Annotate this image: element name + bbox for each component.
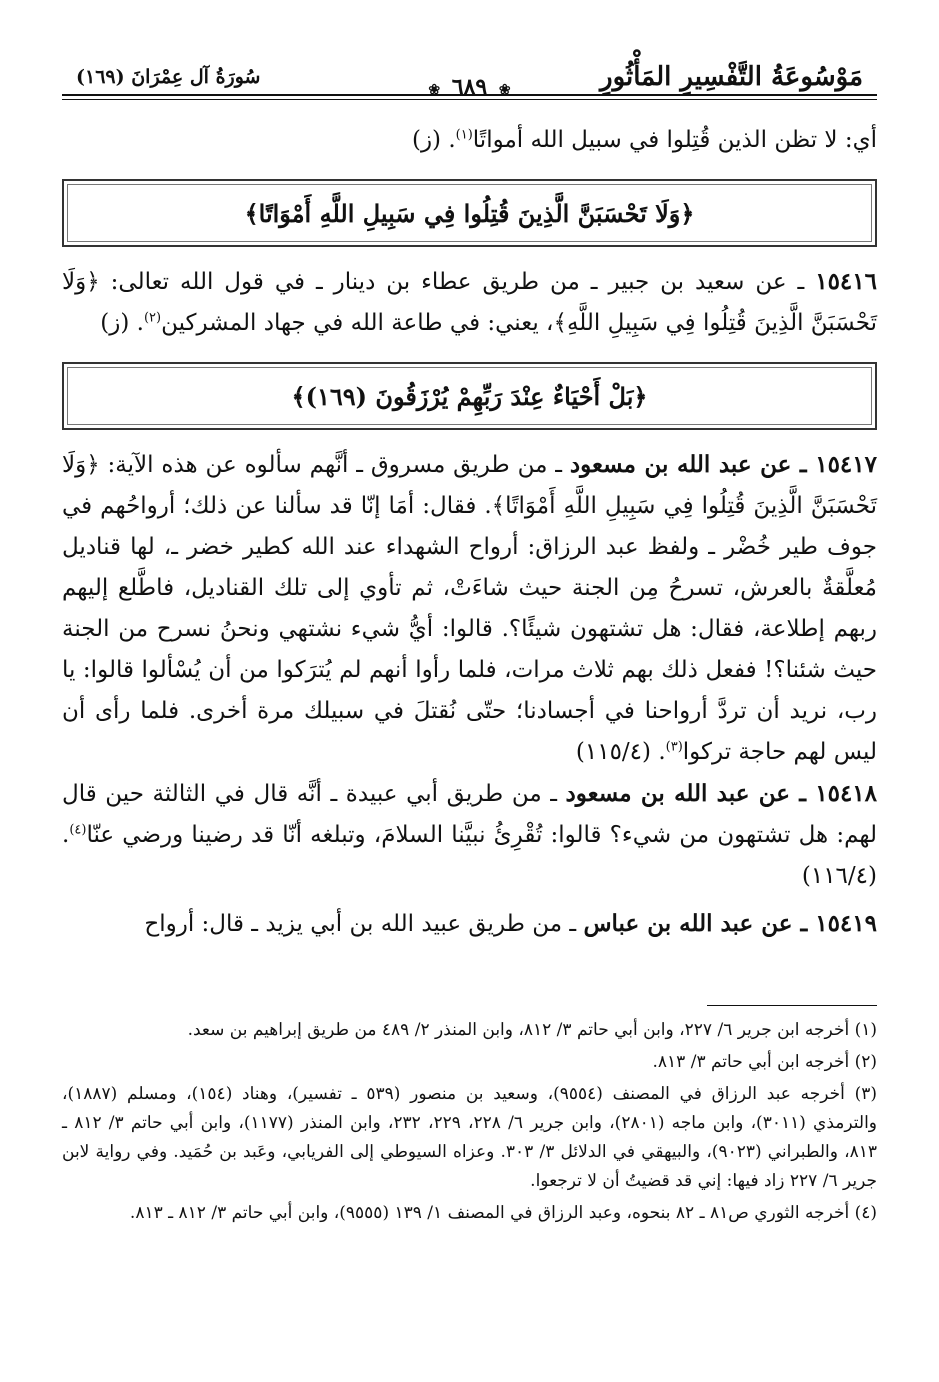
narration-tail: . (ز)	[100, 310, 144, 336]
narration-15417	[62, 444, 877, 773]
footnote-ref: (١)	[455, 127, 473, 143]
footnote: (٤) أخرجه الثوري ص٨١ ـ ٨٢ بنحوه، وعبد الرزاق في المصنف ١/ ١٣٩ (٩٥٥٥)، وابن أبي حاتم ٣/ ٨١٢ ـ ٨١٣.	[129, 1203, 877, 1223]
page-number-block	[424, 74, 514, 100]
page-header	[62, 60, 877, 100]
intro-tail: . (ز)	[411, 127, 456, 153]
footnote: (٢) أخرجه ابن أبي حاتم ٣/ ٨١٣.	[652, 1052, 877, 1072]
footnotes	[62, 1016, 877, 1231]
footnote-ref: (٢)	[143, 310, 162, 326]
narrator: ـ عن عبد الله بن مسعود	[569, 451, 816, 478]
verse-heading: ﴿بَلْ أَحْيَاءٌ عِنْدَ رَبِّهِمْ يُرْزَقُونَ (١٦٩)﴾	[291, 381, 648, 411]
narration-number: ١٥٤١٩	[815, 910, 877, 937]
narration-text: ـ عن سعيد بن جبير ـ من طريق عطاء بن دينار ـ في قول الله تعالى: ﴿وَلَا تَحْسَبَنَّ الَّذِينَ قُتِلُوا فِي سَبِيلِ اللَّهِ﴾، يعني: في طاعة الله في جهاد المشركين	[62, 269, 877, 336]
header-rule-thin	[62, 99, 877, 100]
header-rule	[62, 94, 877, 96]
intro-text: أي: لا تظن الذين قُتِلوا في سبيل الله أمواتًا	[472, 127, 877, 153]
surah-label: سُورَةُ آل عِمْرَانَ (١٦٩)	[76, 66, 261, 88]
page-number: ٦٨٩	[451, 74, 488, 100]
book-title: مَوْسُوعَةُ التَّفْسِيرِ المَأْثُورِ	[600, 62, 863, 92]
verse-heading: ﴿وَلَا تَحْسَبَنَّ الَّذِينَ قُتِلُوا فِي سَبِيلِ اللَّهِ أَمْوَاتًا﴾	[244, 198, 695, 228]
verse-heading-box	[62, 179, 877, 247]
narration-number: ١٥٤١٦	[815, 268, 877, 295]
footnote: (١) أخرجه ابن جرير ٦/ ٢٢٧، وابن أبي حاتم ٣/ ٨١٢، وابن المنذر ٢/ ٤٨٩ من طريق إبراهيم بن سعد.	[187, 1020, 877, 1040]
narrator: ـ عن عبد الله بن مسعود	[565, 780, 816, 807]
narration-15416	[62, 261, 877, 344]
ornament-icon: ❀	[498, 82, 511, 98]
narrator: ـ عن عبد الله بن عباس	[583, 910, 816, 937]
narration-tail: . (١١٥/٤)	[575, 739, 666, 765]
footnote-ref: (٤)	[69, 822, 87, 838]
narration-tail: . (١١٦/٤)	[62, 822, 877, 889]
verse-heading-box	[62, 362, 877, 430]
intro-line	[62, 120, 877, 161]
narration-15418	[62, 773, 877, 897]
footnote: (٣) أخرجه عبد الرزاق في المصنف (٩٥٥٤)، وسعيد بن منصور (٥٣٩ ـ تفسير)، وهناد (١٥٤)، ومسلم (١٨٨٧)، والترمذي (٣٠١١)، وابن ماجه (٢٨٠١)، وابن جرير ٦/ ٢٢٨، ٢٢٩، ٢٣٢، وابن المنذر (١١٧٧)، وابن أبي حاتم ٣/ ٨١٢ ـ ٨١٣، والطبراني (٩٠٢٣)، والبيهقي في الدلائل ٣/ ٣٠٣. وعزاه السيوطي إلى الفريابي، وعَبد بن حُمَيد. وفي رواية لابن جرير ٦/ ٢٢٧ زاد فيها: إني قد قضيتُ أن لا ترجعوا.	[62, 1084, 878, 1191]
narration-number: ١٥٤١٧	[815, 451, 877, 478]
ornament-icon: ❀	[428, 82, 441, 98]
narration-number: ١٥٤١٨	[815, 780, 878, 807]
narration-text: ـ من طريق مسروق ـ أنَّهم سألوه عن هذه الآية: ﴿وَلَا تَحْسَبَنَّ الَّذِينَ قُتِلُوا فِي سَبِيلِ اللَّهِ أَمْوَاتًا﴾. فقال: أمَا إنّا قد سألنا عن ذلك؛ أرواحُهم في جوف طير خُضْر ـ ولفظ عبد الرزاق: أرواح الشهداء عند الله كطير خضر ـ، لها قناديل مُعلَّقةٌ بالعرش، تسرحُ مِن الجنة حيث شاءَتْ، ثم تأوي إلى تلك القناديل، فاطَّلع إليهم ربهم إطلاعة، فقال: هل تشتهون شيئًا؟. قالوا: أيُّ شيء نشتهي ونحنُ نسرح من الجنة حيث شئنا؟! ففعل ذلك بهم ثلاث مرات، فلما رأوا أنهم لم يُترَكوا من أن يُسْألوا قالوا: يا رب، نريد أن تردَّ أرواحنا في أجسادنا؛ حتّى نُقتلَ في سبيلك مرة أخرى. فلما رأى أن ليس لهم حاجة تركوا	[62, 452, 877, 765]
narration-text: ـ من طريق أبي عبيدة ـ أنَّه قال في الثالثة حين قال لهم: هل تشتهون من شيء؟ قالوا: تُقْرِئُ نبيَّنا السلامَ، وتبلغه أنّا قد رضينا ورضي عنّا	[62, 781, 877, 848]
footnote-ref: (٣)	[665, 739, 683, 755]
main-text	[62, 120, 877, 945]
narration-text: ـ من طريق عبيد الله بن أبي يزيد ـ قال: أرواح	[144, 911, 584, 937]
footnote-separator	[707, 1005, 877, 1006]
narration-15419	[62, 903, 877, 945]
